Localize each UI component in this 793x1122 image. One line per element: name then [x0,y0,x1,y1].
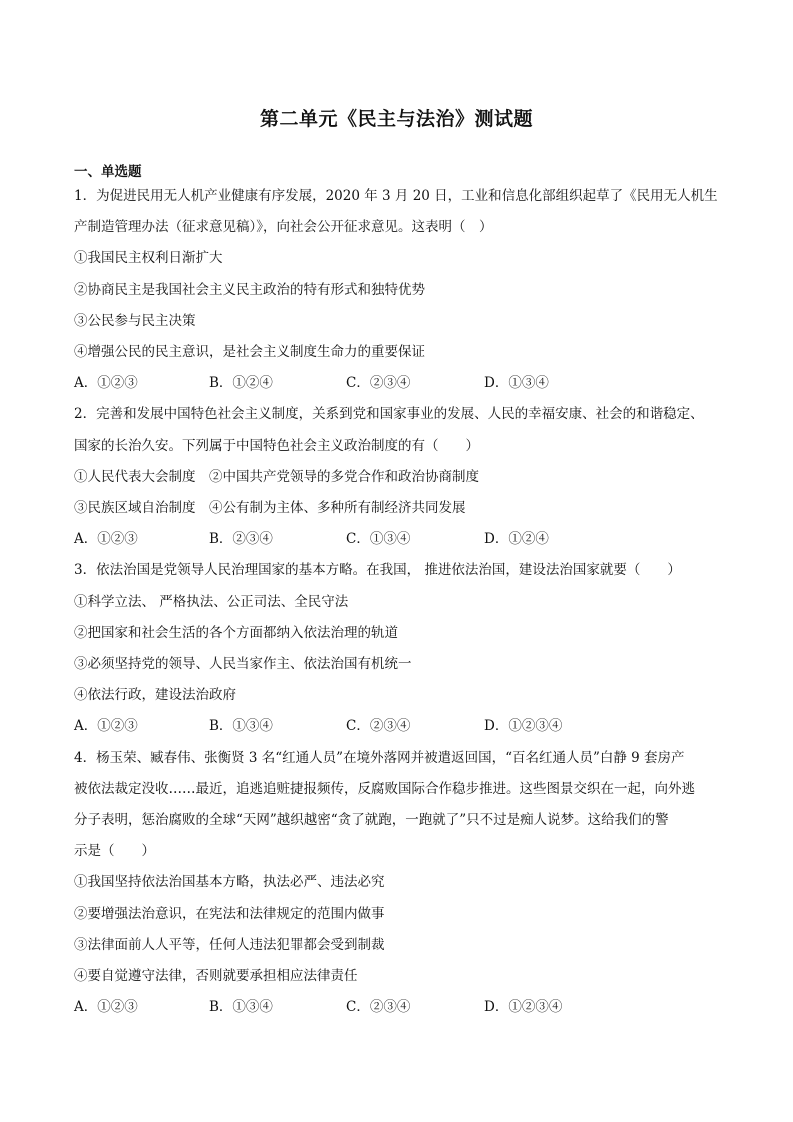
answer-option[interactable]: B．①③④ [209,718,273,735]
statement-item: ②要增强法治意识，在宪法和法律规定的范围内做事 [74,905,385,922]
answer-option[interactable]: B．①③④ [209,999,273,1016]
answer-option[interactable]: B．①②④ [209,375,273,392]
statement-item: ①人民代表大会制度 ②中国共产党领导的多党合作和政治协商制度 [74,468,479,485]
question-stem-line: 分子表明，惩治腐败的全球“天网”越织越密“贪了就跑，一跑就了”只不过是痴人说梦。这给我们的警 [74,812,669,828]
statement-item: ②把国家和社会生活的各个方面都纳入依法治理的轨道 [74,624,398,641]
statement-item: ④增强公民的民主意识，是社会主义制度生命力的重要保证 [74,344,425,360]
section-heading: 一、单选题 [74,164,142,180]
statement-item: ①我国坚持依法治国基本方略，执法必严、违法必究 [74,874,385,891]
statement-item: ③公民参与民主决策 [74,312,196,329]
statement-item: ②协商民主是我国社会主义民主政治的特有形式和独特优势 [74,281,425,298]
answer-option[interactable]: C．①③④ [346,531,411,548]
question-stem-line: 示是（ ） [74,843,155,860]
statement-item: ④要自觉遵守法律，否则就要承担相应法律责任 [74,968,358,984]
page-title: 第二单元《民主与法治》测试题 [259,108,533,130]
question-stem-line: 4．杨玉荣、臧春伟、张衡贤 3 名“红通人员”在境外落网并被遣返回国，“百名红通人员”白静 9 套房产 [74,749,685,766]
question-stem-line: 产制造管理办法（征求意见稿）》，向社会公开征求意见。这表明（ ） [74,219,493,236]
answer-option[interactable]: D．①②③④ [484,999,563,1016]
question-stem-line: 2．完善和发展中国特色社会主义制度，关系到党和国家事业的发展、人民的幸福安康、社会的和谐稳定、 [74,406,704,423]
answer-option[interactable]: D．①③④ [484,375,549,392]
statement-item: ①我国民主权利日渐扩大 [74,250,223,267]
statement-item: ③必须坚持党的领导、人民当家作主、依法治国有机统一 [74,656,412,672]
answer-option[interactable]: D．①②④ [484,531,549,548]
statement-item: ③民族区域自治制度 ④公有制为主体、多种所有制经济共同发展 [74,500,466,516]
question-stem-line: 1．为促进民用无人机产业健康有序发展，2020 年 3 月 20 日，工业和信息化部组织起草了《民用无人机生 [74,188,718,204]
question-stem-line: 国家的长治久安。下列属于中国特色社会主义政治制度的有（ ） [74,437,479,454]
question-stem-line: 3．依法治国是党领导人民治理国家的基本方略。在我国， 推进依法治国，建设法治国家就要（ ） [74,562,681,579]
statement-item: ③法律面前人人平等，任何人违法犯罪都会受到制裁 [74,936,385,953]
statement-item: ①科学立法、 严格执法、公正司法、全民守法 [74,593,349,610]
answer-option[interactable]: C．②③④ [346,718,411,735]
statement-item: ④依法行政，建设法治政府 [74,687,236,704]
answer-option[interactable]: C．②③④ [346,375,411,392]
answer-option[interactable]: B．②③④ [209,531,273,548]
answer-option[interactable]: A．①②③ [74,999,138,1016]
answer-option[interactable]: D．①②③④ [484,718,563,735]
answer-option[interactable]: C．②③④ [346,999,411,1016]
question-stem-line: 被依法裁定没收……最近，追逃追赃捷报频传，反腐败国际合作稳步推进。这些图景交织在一起，向外逃 [74,780,695,797]
answer-option[interactable]: A．①②③ [74,531,138,548]
answer-option[interactable]: A．①②③ [74,375,138,392]
answer-option[interactable]: A．①②③ [74,718,138,735]
